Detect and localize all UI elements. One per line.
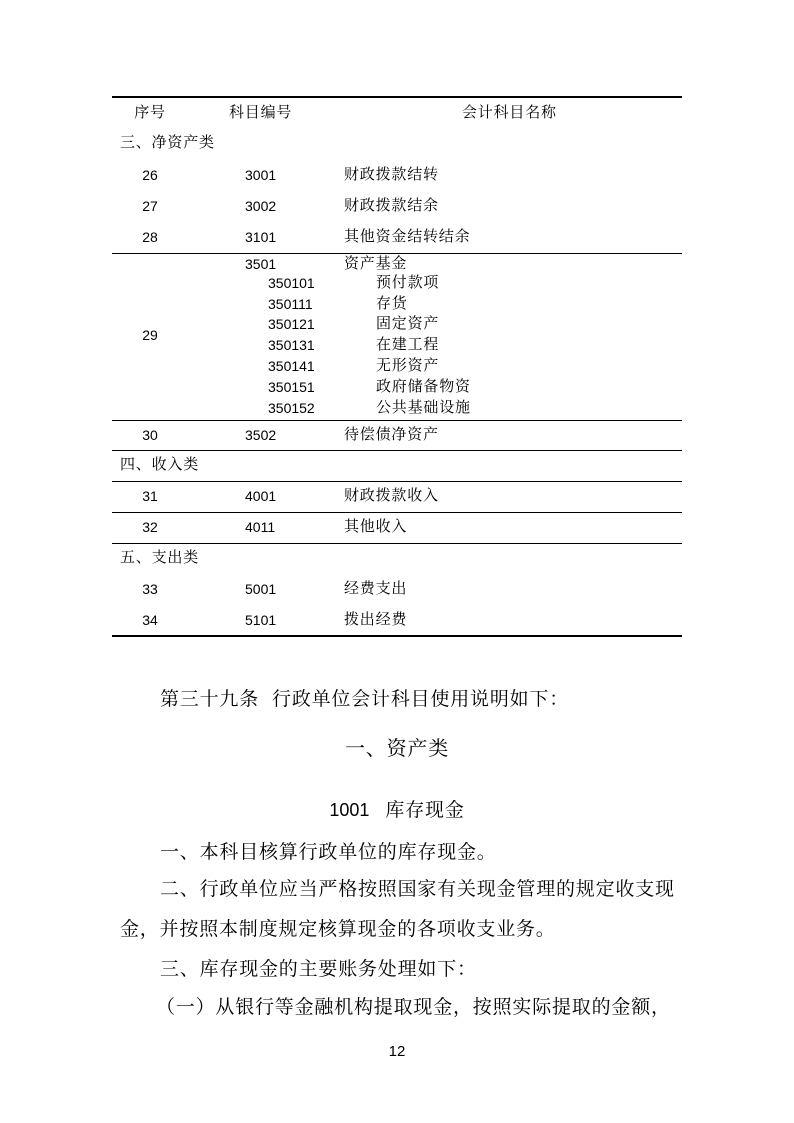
sub-row-code: 350111	[268, 296, 313, 312]
page-number: 12	[388, 1043, 406, 1060]
subject-code: 1001	[329, 800, 370, 820]
row-name: 其他资金结转结余	[344, 229, 471, 245]
sub-row-name: 无形资产	[376, 358, 440, 374]
row-code: 4001	[245, 488, 277, 504]
section-heading: 一、资产类	[345, 738, 449, 760]
sub-row-code: 350141	[268, 358, 315, 374]
paragraph-line: 三、库存现金的主要账务处理如下：	[160, 959, 477, 980]
row-no: 34	[142, 612, 158, 628]
table-top-rule	[112, 96, 682, 98]
category-expenditure: 五、支出类	[120, 550, 200, 566]
row-name: 财政拨款结转	[344, 167, 439, 183]
row-code: 4011	[245, 519, 276, 535]
row-name: 拨出经费	[344, 612, 408, 628]
table-rule	[112, 512, 682, 513]
article-text: 行政单位会计科目使用说明如下：	[272, 689, 570, 710]
row-no: 28	[142, 229, 158, 245]
sub-row-name: 公共基础设施	[376, 400, 471, 416]
paragraph-line: 二、行政单位应当严格按照国家有关现金管理的规定收支现	[160, 879, 675, 900]
row-code: 3502	[245, 427, 277, 443]
category-net-assets: 三、净资产类	[120, 135, 215, 151]
row-code: 5101	[245, 612, 277, 628]
sub-row-name: 预付款项	[376, 275, 440, 291]
sub-row-name: 固定资产	[376, 316, 440, 332]
row-no: 30	[142, 427, 158, 443]
row-no: 27	[142, 198, 158, 214]
row-no: 31	[142, 488, 158, 504]
row-no: 33	[142, 581, 158, 597]
subject-name: 库存现金	[385, 800, 465, 821]
row-name: 财政拨款收入	[344, 488, 439, 504]
sub-row-code: 350152	[268, 400, 315, 416]
sub-row-name: 存货	[376, 296, 408, 312]
table-rule	[112, 450, 682, 451]
sub-row-code: 350101	[268, 275, 315, 291]
article-number: 第三十九条	[160, 689, 260, 710]
sub-row-code: 350131	[268, 337, 315, 353]
subject-heading	[0, 797, 794, 824]
row-code: 5001	[245, 581, 277, 597]
row-name: 待偿债净资产	[344, 427, 439, 443]
row-no: 32	[142, 519, 158, 535]
row-code: 3501	[245, 256, 277, 272]
header-name: 会计科目名称	[462, 105, 557, 121]
row-code: 3002	[245, 198, 277, 214]
paragraph-line: 一、本科目核算行政单位的库存现金。	[160, 842, 497, 863]
row-no: 29	[142, 327, 158, 343]
row-no: 26	[142, 167, 158, 183]
table-rule	[112, 420, 682, 421]
row-name: 其他收入	[344, 519, 408, 535]
sub-row-code: 350151	[268, 379, 315, 395]
row-code: 3001	[245, 167, 277, 183]
table-bottom-rule	[112, 635, 682, 637]
header-no: 序号	[134, 105, 166, 121]
sub-row-code: 350121	[268, 316, 315, 332]
paragraph-line: 金，并按照本制度规定核算现金的各项收支业务。	[120, 919, 556, 940]
table-rule	[112, 543, 682, 544]
table-rule	[112, 481, 682, 482]
row-name: 资产基金	[344, 256, 408, 272]
row-code: 3101	[245, 229, 277, 245]
header-code: 科目编号	[229, 105, 293, 121]
row-name: 财政拨款结余	[344, 198, 439, 214]
sub-row-name: 政府储备物资	[376, 379, 471, 395]
article-line	[160, 687, 569, 713]
row-name: 经费支出	[344, 581, 408, 597]
paragraph-line: （一）从银行等金融机构提取现金，按照实际提取的金额，	[156, 997, 671, 1018]
category-income: 四、收入类	[120, 457, 200, 473]
sub-row-name: 在建工程	[376, 337, 440, 353]
